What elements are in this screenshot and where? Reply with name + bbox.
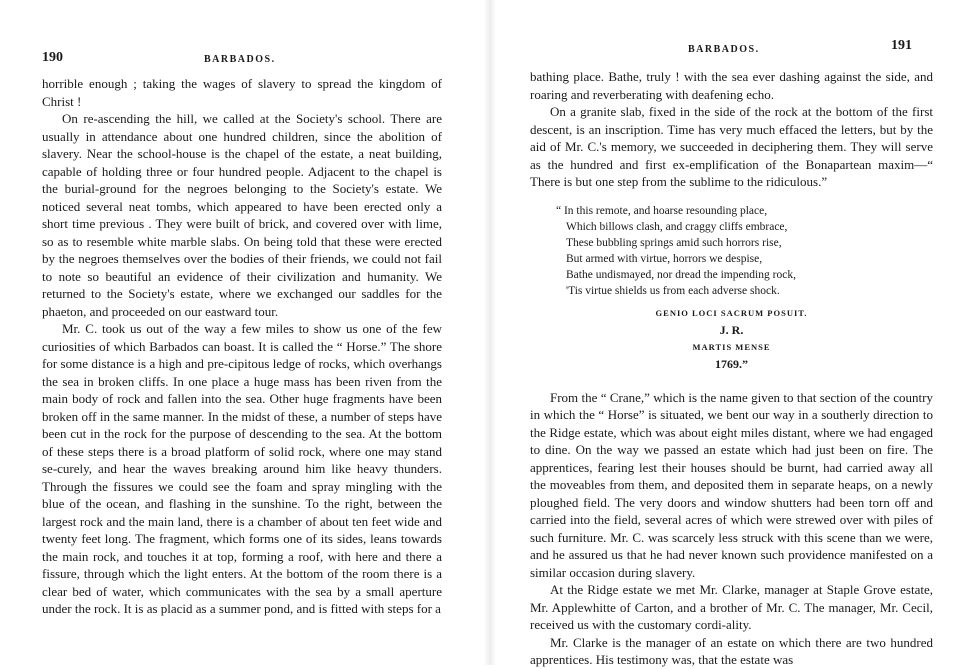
poem-line: “ In this remote, and hoarse resounding place, [556,204,768,217]
inscription-poem [556,203,933,299]
left-page [0,0,490,665]
running-head-right: BARBADOS. [688,44,760,55]
right-page-body [530,68,933,669]
paragraph: Mr. C. took us out of the way a few miles to show us one of the few curiosities of which Barbados can boast. It is called the “ Horse.” The shore for some distance is a high and pre-cipitous ledge of rocks, which overhangs the sea in broken cliffs. In one place a huge mass has been riven from the main body of rock and fallen into the sea. Other huge fragments have been broken off in the same manner. In the midst of these, a number of steps have been cut in the rock for the purpose of descending to the sea. At the bottom of these steps there is a broad platform of solid rock, where one may stand se-curely, and hear the waves breaking around him like heavy thunders. Through the fissures we could see the foam and spray mingling with the blue of the ocean, and flashing in the sunshine. To the right, between the largest rock and the main land, there is a chamber of about ten feet wide and twenty feet long. The fragment, which forms one of its sides, leans towards the main rock, and touches it at top, forming a roof, with here and there a fissure, through which the light enters. At the bottom of the room there is a clear bed of water, which communicates with the sea by a small aperture under the rock. It is as placid as a summer pond, and is fitted with steps for a [42,321,442,616]
paragraph: On re-ascending the hill, we called at the Society's school. There are usually in attendance about one hundred children, since the abolition of slavery. Near the school-house is the chapel of the estate, a neat building, capable of holding three or four hundred people. Adjacent to the chapel is the burial-ground for the negroes belonging to the Society's estate. We noticed several neat tombs, which appeared to have been erected only a short time previous . They were built of brick, and covered over with lime, so as to resemble white marble slabs. On being told that these were erected by the negroes themselves over the bodies of their friends, we could not fail to note so beautiful an evidence of their civilization and humanity. We returned to the Society's estate, where we exchanged our saddles for the phaeton, and proceeded on our eastward tour. [42,111,442,319]
paragraph: bathing place. Bathe, truly ! with the sea ever dashing against the side, and roaring and reverberating with deafening echo. [530,69,933,102]
inscription-initials: J. R. [719,322,744,337]
poem-line: Which billows clash, and craggy cliffs embrace, [566,220,788,233]
left-page-body [42,75,442,618]
right-page [490,0,980,665]
paragraph: On a granite slab, fixed in the side of the rock at the bottom of the first descent, is an inscription. Time has very much effaced the letters, but by the aid of Mr. C.'s memory, we succeeded in deciphering them. They will serve as the hundred and first ex-emplification of the Bonapartean maxim—“ There is but one step from the sublime to the ridiculous.” [530,104,933,189]
inscription-line: GENIO LOCI SACRUM POSUIT. [655,307,808,318]
inscription-dedication [530,305,933,373]
inscription-line: MARTIS MENSE [692,341,771,352]
paragraph: From the “ Crane,” which is the name given to that section of the country in which the “ Horse” is situated, we bent our way in a southerly direction to the Ridge estate, which was about eight miles distant, where we had engaged to dine. On the way we passed an estate which had just been on fire. The apprentices, fearing lest their houses should be burnt, had carried away all the moveables from them, and deposited them in separate heaps, on a newly ploughed field. The very doors and window shutters had been torn off and carried into the field, several acres of which were strewed over with piles of such furniture. Mr. C. was scarcely less struck with this scene than we were, and he assured us that he had never known such providence manifested on a similar occasion during slavery. [530,389,933,580]
inscription-year: 1769.” [715,356,748,371]
page-number-right: 191 [891,38,912,53]
paragraph: Mr. Clarke is the manager of an estate on which there are two hundred apprentices. His testimony was, that the estate was [530,634,933,667]
poem-line: These bubbling springs amid such horrors rise, [566,236,782,249]
page-number-left: 190 [42,50,63,65]
poem-line: But armed with virtue, horrors we despise, [566,252,763,265]
poem-line: 'Tis virtue shields us from each adverse shock. [566,284,780,297]
running-head-left: BARBADOS. [204,54,276,65]
paragraph: At the Ridge estate we met Mr. Clarke, manager at Staple Grove estate, Mr. Applewhitte of Carton, and a brother of Mr. C. The manager, Mr. Cecil, received us with the customary cordi-ality. [530,582,933,632]
paragraph: horrible enough ; taking the wages of slavery to spread the kingdom of Christ ! [42,76,442,109]
poem-line: Bathe undismayed, nor dread the impending rock, [566,268,796,281]
